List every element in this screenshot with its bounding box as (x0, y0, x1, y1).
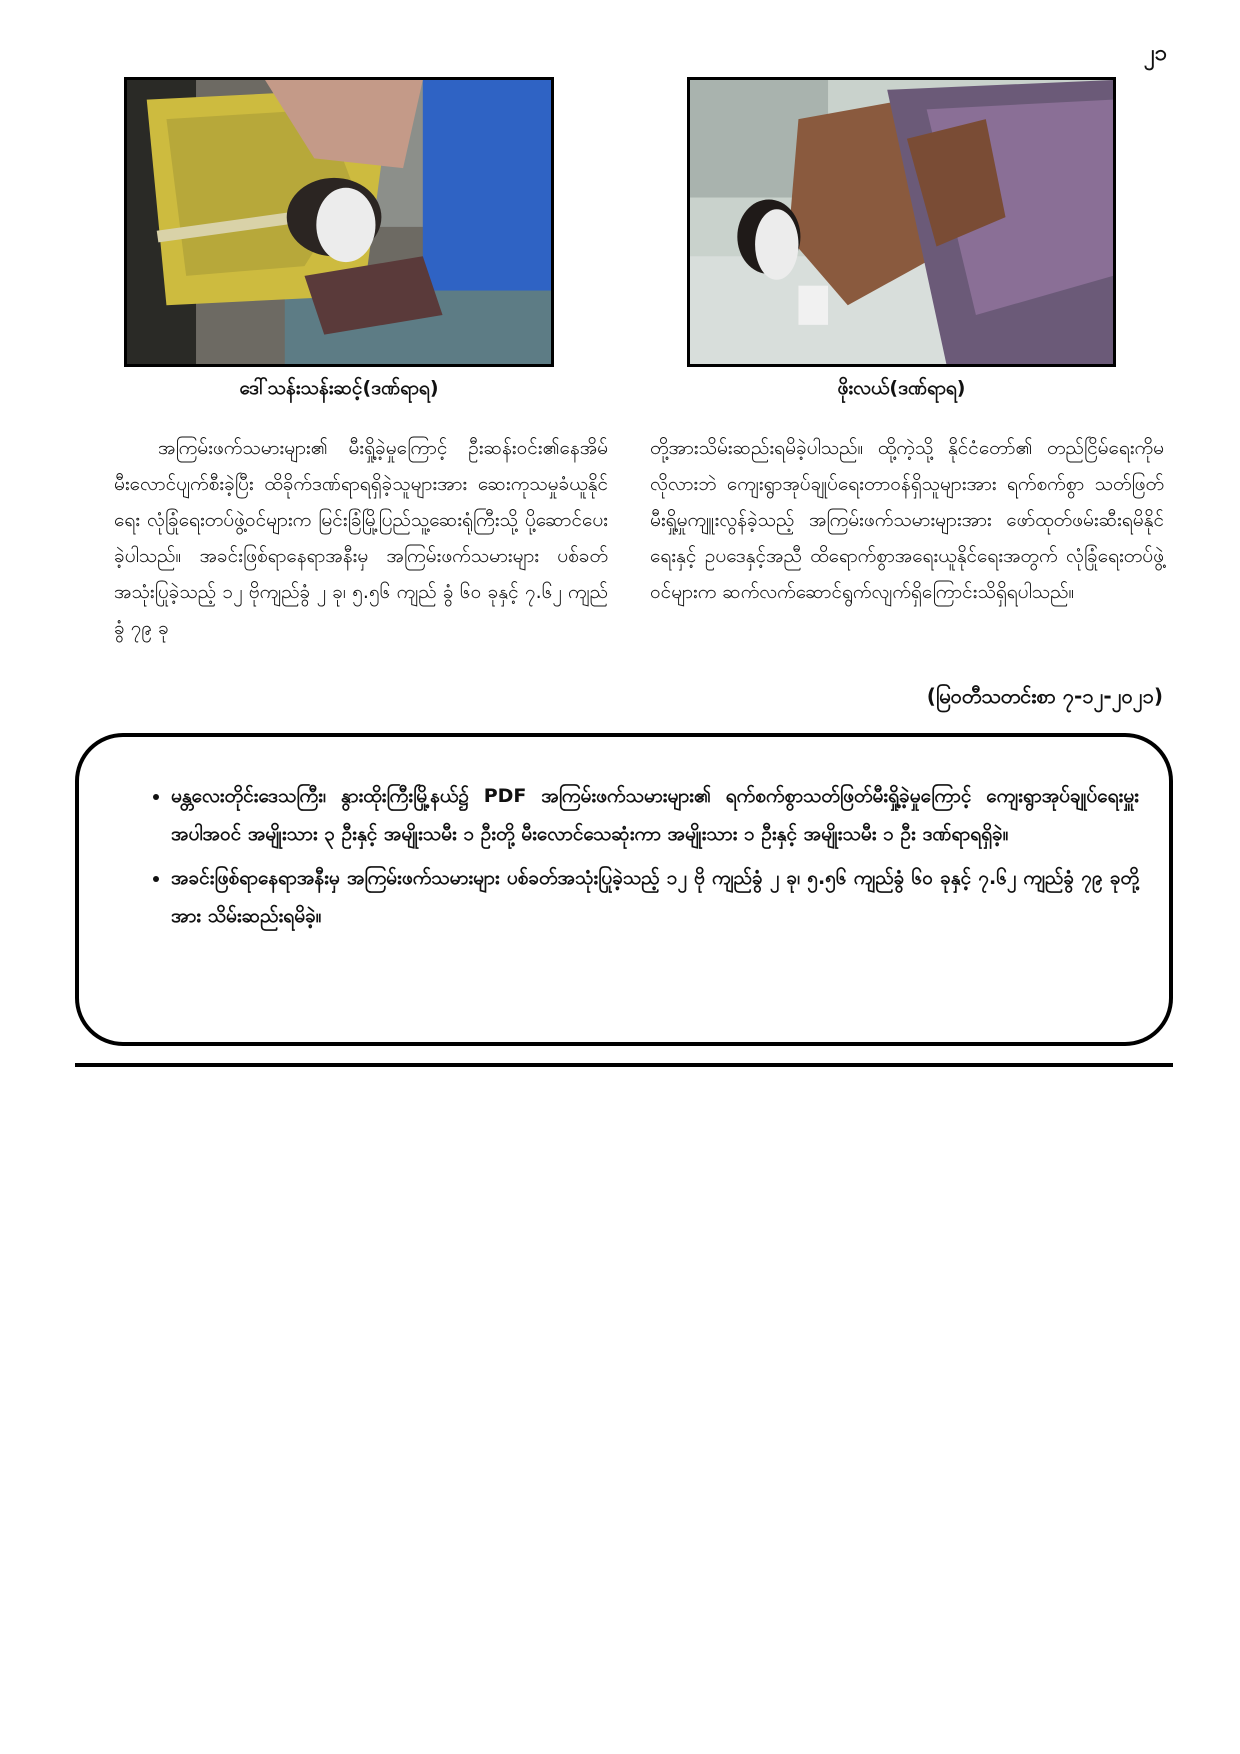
photo-caption-injured-man: ဖိုးလယ်(ဒဏ်ရာရ) (837, 377, 966, 399)
photo-injured-woman-image (127, 80, 551, 364)
summary-list (119, 777, 1139, 935)
divider-rule (75, 1063, 1173, 1067)
photo-caption-injured-woman: ဒေါ်သန်းသန်းဆင့်(ဒဏ်ရာရ) (239, 377, 439, 399)
page-number: ၂၁ (1143, 41, 1167, 66)
summary-point: • မန္တလေးတိုင်းဒေသကြီး၊ နွားထိုးကြီးမြို့နယ်၌ PDF အကြမ်းဖက်သမားများ၏ ရက်စက်စွာသတ်ဖြတ်မီးရှို့ခဲ့မှုကြောင့် ကျေးရွာအုပ်ချုပ်ရေးမှူးအပါအဝင် အမျိုးသား ၃ ဦးနှင့် အမျိုးသမီး ၁ ဦးတို့ မီးလောင်သေဆုံးကာ အမျိုးသား ၁ ဦးနှင့် အမျိုးသမီး ၁ ဦး ဒဏ်ရာရရှိခဲ့။ (171, 777, 1139, 853)
summary-point: • အခင်းဖြစ်ရာနေရာအနီးမှ အကြမ်းဖက်သမားများ ပစ်ခတ်အသုံးပြုခဲ့သည့် ၁၂ ဗို ကျည်ခွံ ၂ ခု၊ ၅.၅၆ ကျည်ခွံ ၆၀ ခုနှင့် ၇.၆၂ ကျည်ခွံ ၇၉ ခုတို့အား သိမ်းဆည်းရမိခဲ့။ (171, 859, 1139, 935)
article-right-column: တို့အားသိမ်းဆည်းရမိခဲ့ပါသည်။ ထို့ကဲ့သို့ နိုင်ငံတော်၏ တည်ငြိမ်ရေးကိုမလိုလားဘဲ ကျေးရွာအုပ်ချုပ်ရေးတာဝန်ရှိသူများအား ရက်စက်စွာ သတ်ဖြတ်မီးရှို့မှုကျူးလွန်ခဲ့သည့် အကြမ်းဖက်သမားများအား ဖော်ထုတ်ဖမ်းဆီးရမိနိုင်ရေးနှင့် ဥပဒေနှင့်အညီ ထိရောက်စွာအရေးယူနိုင်ရေးအတွက် လုံခြုံရေးတပ်ဖွဲ့ဝင်များက ဆက်လက်ဆောင်ရွက်လျက်ရှိကြောင်းသိရှိရပါသည်။ (650, 437, 1164, 603)
article-left-column: အကြမ်းဖက်သမားများ၏ မီးရှို့ခဲ့မှုကြောင့် ဦးဆန်းဝင်း၏နေအိမ် မီးလောင်ပျက်စီးခဲ့ပြီး ထိခိုက်ဒဏ်ရာရရှိခဲ့သူများအား ဆေးကုသမှုခံယူနိုင်ရေး လုံခြုံရေးတပ်ဖွဲ့ဝင်များက မြင်းခြံမြို့ပြည်သူ့ဆေးရုံကြီးသို့ ပို့ဆောင်ပေးခဲ့ပါသည်။ အခင်းဖြစ်ရာနေရာအနီးမှ အကြမ်းဖက်သမားများ ပစ်ခတ်အသုံးပြုခဲ့သည့် ၁၂ ဗိုကျည်ခွံ ၂ ခု၊ ၅.၅၆ ကျည် ခွံ ၆၀ ခုနှင့် ၇.၆၂ ကျည်ခွံ ၇၉ ခု (114, 437, 608, 639)
photo-injured-woman (124, 77, 554, 367)
photo-injured-man (687, 77, 1116, 367)
summary-box (75, 733, 1173, 1046)
photo-injured-man-image (690, 80, 1113, 364)
article-source: (မြဝတီသတင်းစာ ၇-၁၂-၂၀၂၁) (926, 684, 1163, 708)
